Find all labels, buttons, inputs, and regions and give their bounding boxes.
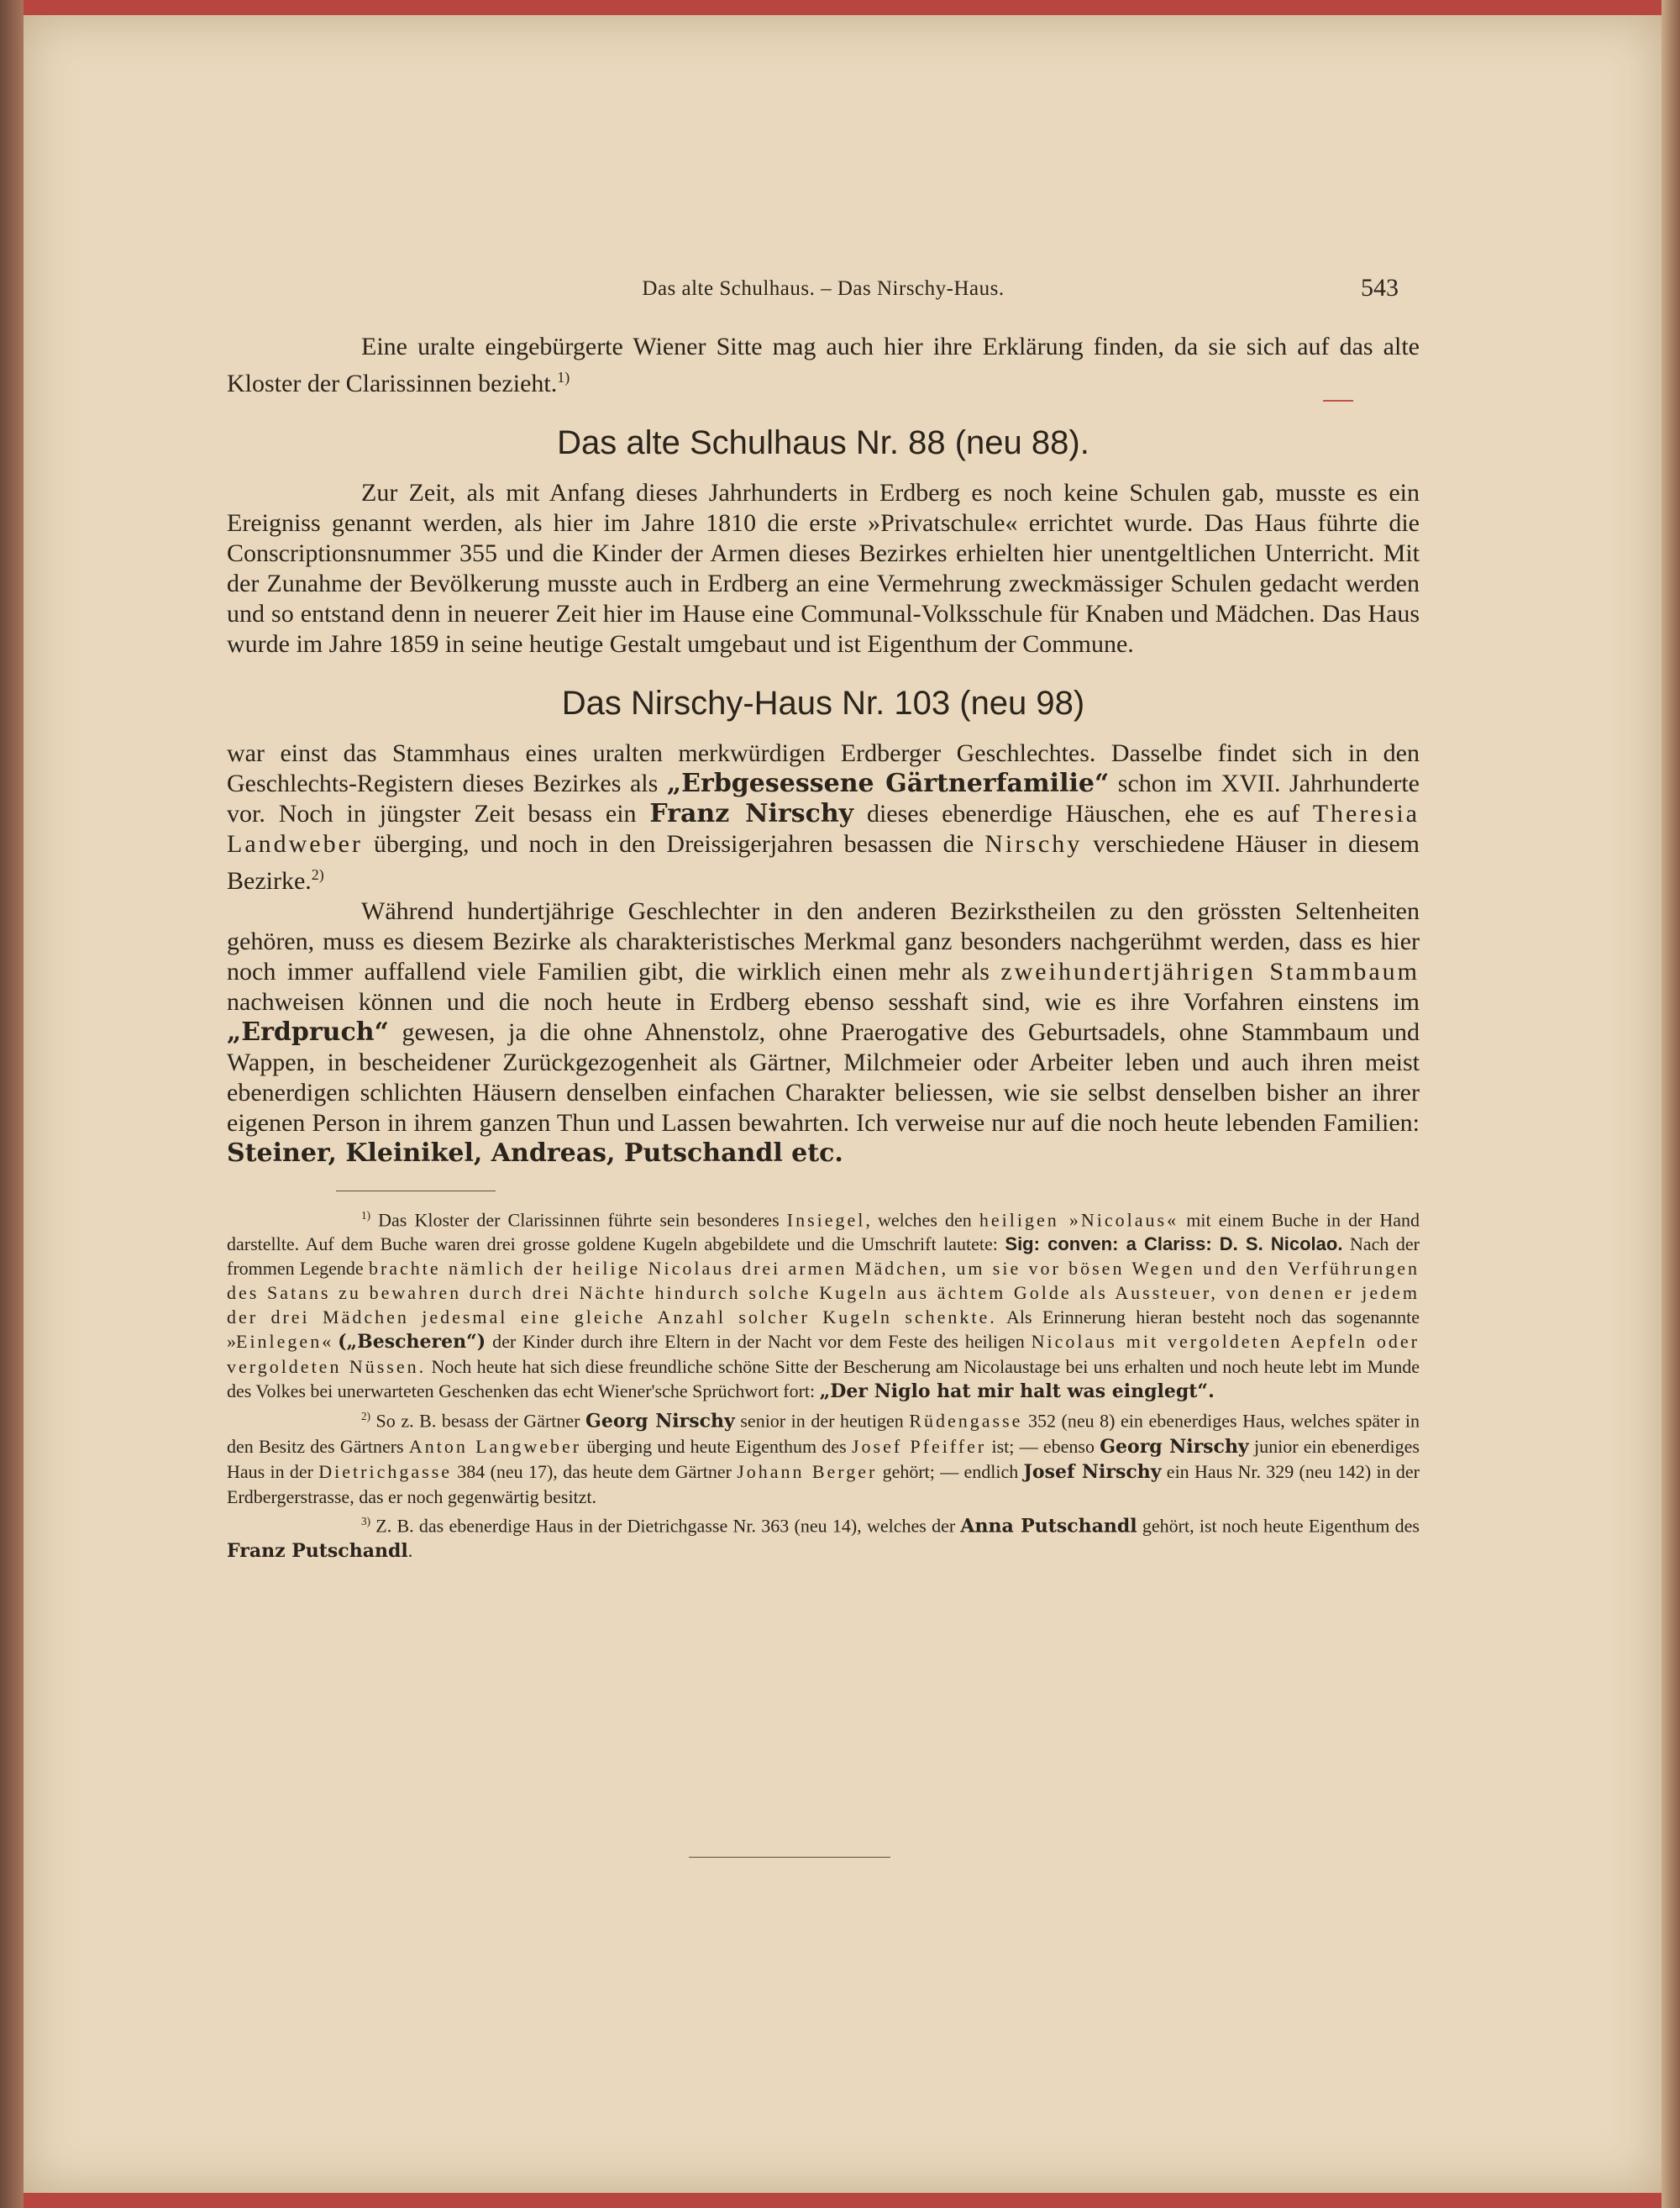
running-header: Das alte Schulhaus. – Das Nirschy-Haus. — [642, 277, 1005, 300]
schulhaus-paragraph: Zur Zeit, als mit Anfang dieses Jahrhunderts in Erdberg es noch keine Schulen gab, musste es ein Ereigniss genannt werden, als hier im Jahre 1810 die erste »Privatschule« errichtet wurde. Das Haus führte die Conscriptionsnummer 355 und die Kinder der Armen dieses Bezirkes erhielten hier unentgeltlichen Unterricht. Mit der Zunahme der Bevölkerung musste auch in Erdberg an eine Vermehrung zweckmässiger Schulen gedacht werden und so entstand denn in neuerer Zeit hier im Hause eine Communal-Volksschule für Knaben und Mädchen. Das Haus wurde im Jahre 1859 in seine heutige Gestalt umgebaut und ist Eigenthum der Commune. — [227, 479, 1420, 658]
footnotes — [227, 1203, 1420, 1564]
book-spine — [0, 0, 24, 2208]
footnote-2: $^{2)}$ So z. B. besass der Gärtner Georg Nirschy senior in der heutigen Rüdengasse 352 (neu 8) ein ebenerdiges Haus, welches später in den Besitz des Gärtners Anton Langweber überging und heute Eigenthum des Josef Pfeiffer ist; — ebenso Georg Nirschy junior ein ebenerdiges Haus in der Dietrichgasse 384 (neu 17), das heute dem Gärtner Johann Berger gehört; — endlich Josef Nirschy ein Haus Nr. 329 (neu 142) in der Erdbergerstrasse, das er noch gegenwärtig besitzt. — [227, 1410, 1420, 1507]
nirschy-paragraph-2: Während hundertjährige Geschlechter in den anderen Bezirkstheilen zu den grössten Seltenheiten gehören, muss es diesem Bezirke als charakteristisches Merkmal ganz besonders nachgerühmt werden, dass es hier noch immer auffallend viele Familien gibt, die wirklich einen mehr als zweihundertjährigen Stammbaum nachweisen können und die noch heute in Erdberg ebenso sesshaft sind, wie es ihre Vorfahren einstens im „Erdpruch“ gewesen, ja die ohne Ahnenstolz, ohne Praerogative des Geburtsadels, ohne Stammbaum und Wappen, in bescheidener Zurückgezogenheit als Gärtner, Milchmeier oder Arbeiter leben und auch ihren meist ebenerdigen schlichten Häusern denselben einfachen Charakter beliessen, wie sie selbst denselben bisher an ihrer eigenen Person in ihrem ganzen Thun und Lassen bewahrten. Ich verweise nur auf die noch heute lebenden Familien: Steiner, Kleinikel, Andreas, Putschandl etc. — [227, 897, 1420, 1168]
section-heading-schulhaus: Das alte Schulhaus Nr. 88 (neu 88). — [557, 424, 1089, 461]
section-heading-nirschy: Das Nirschy-Haus Nr. 103 (neu 98) — [561, 685, 1085, 722]
intro-paragraph: Eine uralte eingebürgerte Wiener Sitte mag auch hier ihre Erklärung finden, da sie sich auf das alte Kloster der Clarissinnen bezieht.$^{1)}$ — [227, 333, 1420, 397]
page-edge — [1662, 0, 1680, 2208]
footnote-3: $^{3)}$ Z. B. das ebenerdige Haus in der Dietrichgasse Nr. 363 (neu 14), welches der Anna Putschandl gehört, ist noch heute Eigenthum des Franz Putschandl. — [227, 1514, 1420, 1562]
nirschy-paragraph-1: war einst das Stammhaus eines uralten merkwürdigen Erdberger Geschlechtes. Dasselbe findet sich in den Geschlechts-Registern dieses Bezirkes als „Erbgesessene Gärtnerfamilie“ schon im XVII. Jahrhunderte vor. Noch in jüngster Zeit besass ein Franz Nirschy dieses ebenerdige Häuschen, ehe es auf Theresia Landweber überging, und noch in den Dreissigerjahren besassen die Nirschy verschiedene Häuser in diesem Bezirke.$^{2)}$ — [227, 739, 1420, 895]
footnote-ref: 1) — [557, 369, 570, 386]
page-body — [227, 332, 1420, 1564]
footnote-ref: 2) — [311, 866, 324, 883]
end-divider — [689, 1857, 890, 1858]
footnote-1: $^{1)}$ Das Kloster der Clarissinnen führte sein besonderes Insiegel, welches den heiligen »Nicolaus« mit einem Buche in der Hand darstellte. Auf dem Buche waren drei grosse goldene Kugeln abgebildete und die Umschrift lautete: Sig: conven: a Clariss: D. S. Nicolao. Nach der frommen Legende brachte nämlich der heilige Nicolaus drei armen Mädchen, um sie vor bösen Wegen und den Verführungen des Satans zu bewahren durch drei Nächte hindurch solche Kugeln aus ächtem Golde als Aussteuer, von denen er jedem der drei Mädchen jedesmal eine gleiche Anzahl solcher Kugeln schenkte. Als Erinnerung hieran besteht noch das sogenannte »Einlegen« („Bescheren“) der Kinder durch ihre Eltern in der Nacht vor dem Feste des heiligen Nicolaus mit vergoldeten Aepfeln oder vergoldeten Nüssen. Noch heute hat sich diese freundliche schöne Sitte der Bescherung am Nicolaustage bei uns erhalten und noch heute lebt im Munde des Volkes bei unerwarteten Geschenken das echt Wiener'sche Sprüchwort fort: „Der Niglo hat mir halt was einglegt“. — [227, 1209, 1420, 1403]
page-number: 543 — [1361, 274, 1399, 302]
